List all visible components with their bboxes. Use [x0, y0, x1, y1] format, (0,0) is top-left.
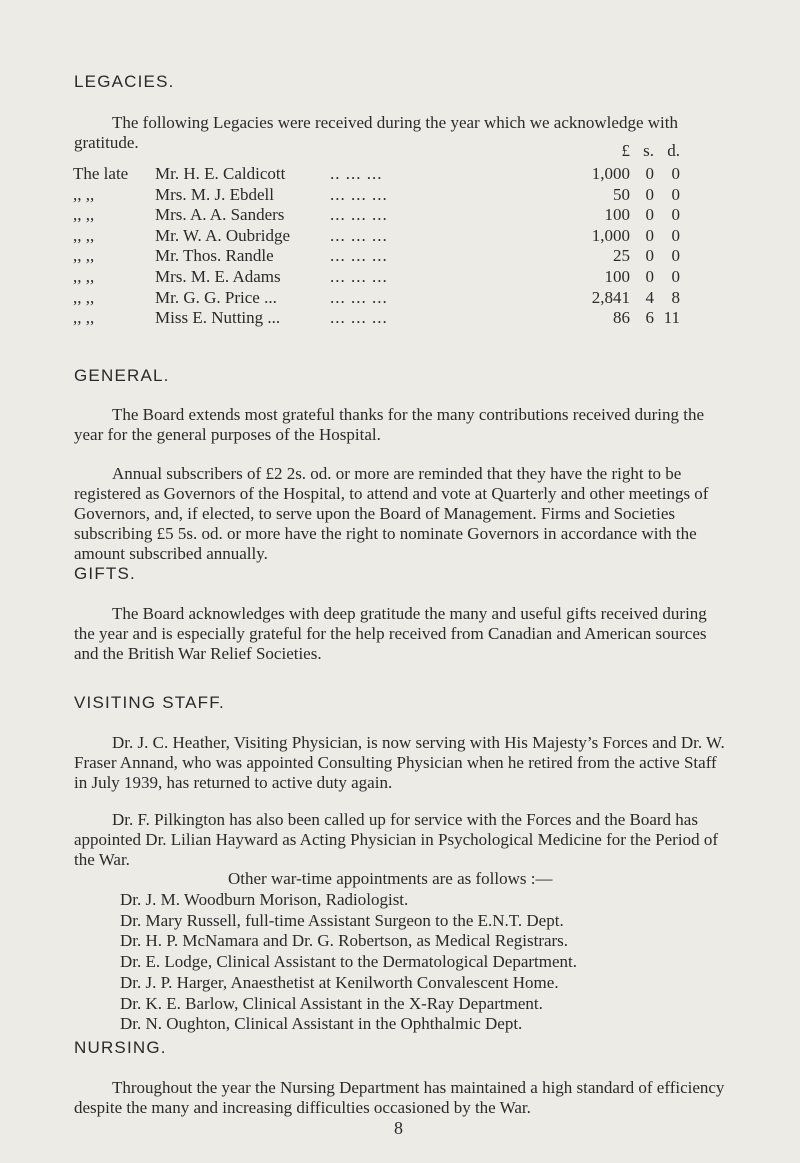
legacy-pence: 8	[671, 288, 680, 307]
page-number: 8	[394, 1118, 403, 1138]
legacy-pounds: 25	[613, 246, 630, 265]
legacy-pence: 0	[671, 246, 680, 265]
col-pounds-header: £	[621, 141, 630, 160]
general-heading: GENERAL.	[74, 366, 170, 385]
legacy-shillings: 0	[645, 185, 654, 204]
legacy-leader-dots: ... ... ...	[330, 246, 388, 265]
legacy-name: Mrs. A. A. Sanders	[155, 205, 285, 224]
legacies-heading: LEGACIES.	[74, 72, 175, 91]
appointment-item: Dr. E. Lodge, Clinical Assistant to the Dermatological Department.	[120, 952, 578, 971]
col-shillings-header: s.	[643, 141, 654, 160]
legacy-prefix: ,, ,,	[73, 246, 95, 265]
visiting-staff-paragraph-2: Dr. F. Pilkington has also been called up for service with the Forces and the Board has appointed Dr. Lilian Hayward as Acting Physician in Psychological Medicine for the Period of the War.	[74, 810, 718, 869]
appointment-item: Dr. Mary Russell, full-time Assistant Surgeon to the E.N.T. Dept.	[120, 911, 564, 930]
legacy-leader-dots: ... ... ...	[330, 185, 388, 204]
legacy-pence: 0	[671, 164, 680, 183]
nursing-heading: NURSING.	[74, 1038, 167, 1057]
other-appointments-intro: Other war-time appointments are as follows :—	[228, 869, 553, 888]
legacy-prefix: ,, ,,	[73, 267, 95, 286]
visiting-staff-paragraph-1: Dr. J. C. Heather, Visiting Physician, is now serving with His Majesty’s Forces and Dr. W. Fraser Annand, who was appointed Consulting Physician when he retired from the active Staff in July 1939, has returned to active duty again.	[74, 733, 725, 792]
legacy-pence: 0	[671, 226, 680, 245]
legacy-name: Miss E. Nutting ...	[155, 308, 281, 327]
appointment-item: Dr. H. P. McNamara and Dr. G. Robertson, as Medical Registrars.	[120, 931, 569, 950]
legacy-name: Mr. G. G. Price ...	[155, 288, 277, 307]
legacy-prefix: The late	[73, 164, 129, 183]
legacy-name: Mr. Thos. Randle	[155, 246, 274, 265]
legacy-shillings: 0	[645, 226, 654, 245]
legacy-shillings: 0	[645, 205, 654, 224]
legacy-leader-dots: ... ... ...	[330, 288, 388, 307]
appointment-item: Dr. J. P. Harger, Anaesthetist at Kenilworth Convalescent Home.	[120, 973, 559, 992]
legacy-prefix: ,, ,,	[73, 226, 95, 245]
appointment-item: Dr. N. Oughton, Clinical Assistant in the Ophthalmic Dept.	[120, 1014, 523, 1033]
legacy-name: Mr. H. E. Caldicott	[155, 164, 286, 183]
legacy-pence: 0	[671, 205, 680, 224]
legacy-pounds: 86	[613, 308, 630, 327]
legacy-shillings: 6	[645, 308, 654, 327]
legacy-leader-dots: ... ... ...	[330, 308, 388, 327]
legacy-shillings: 4	[645, 288, 654, 307]
col-pence-header: d.	[667, 141, 680, 160]
legacy-pounds: 100	[604, 267, 630, 286]
legacy-leader-dots: ... ... ...	[330, 226, 388, 245]
legacy-name: Mrs. M. J. Ebdell	[155, 185, 274, 204]
legacy-name: Mr. W. A. Oubridge	[155, 226, 291, 245]
legacy-pounds: 1,000	[591, 164, 630, 183]
legacy-pounds: 2,841	[591, 288, 630, 307]
nursing-paragraph: Throughout the year the Nursing Department has maintained a high standard of efficiency despite the many and increasing difficulties occasioned by the War.	[74, 1078, 725, 1117]
appointment-item: Dr. K. E. Barlow, Clinical Assistant in the X-Ray Department.	[120, 994, 543, 1013]
legacy-leader-dots: .. ... ...	[330, 164, 383, 183]
general-paragraph-2: Annual subscribers of £2 2s. od. or more are reminded that they have the right to be registered as Governors of the Hospital, to attend and vote at Quarterly and other meetings of Governors, and, if elected, to serve upon the Board of Management. Firms and Societies subscribing £5 5s. od. or more have the right to nominate Governors in accordance with the amount subscribed annually.	[74, 464, 709, 563]
visiting-staff-heading: VISITING STAFF.	[74, 693, 225, 712]
legacy-shillings: 0	[645, 164, 654, 183]
legacy-prefix: ,, ,,	[73, 205, 95, 224]
legacy-leader-dots: ... ... ...	[330, 205, 388, 224]
legacy-pounds: 50	[613, 185, 630, 204]
legacy-pence: 0	[671, 185, 680, 204]
legacy-pence: 0	[671, 267, 680, 286]
legacy-pence: 11	[663, 308, 680, 327]
appointment-item: Dr. J. M. Woodburn Morison, Radiologist.	[120, 890, 409, 909]
legacy-name: Mrs. M. E. Adams	[155, 267, 281, 286]
legacy-pounds: 1,000	[591, 226, 630, 245]
legacy-prefix: ,, ,,	[73, 288, 95, 307]
legacy-prefix: ,, ,,	[73, 308, 95, 327]
general-paragraph-1: The Board extends most grateful thanks for the many contributions received during the year for the general purposes of the Hospital.	[74, 405, 705, 444]
gifts-paragraph: The Board acknowledges with deep gratitude the many and useful gifts received during the year and is especially grateful for the help received from Canadian and American sources and the British War Relief Societies.	[74, 604, 707, 663]
legacy-shillings: 0	[645, 246, 654, 265]
legacy-shillings: 0	[645, 267, 654, 286]
gifts-heading: GIFTS.	[74, 564, 136, 583]
legacy-leader-dots: ... ... ...	[330, 267, 388, 286]
legacy-prefix: ,, ,,	[73, 185, 95, 204]
legacies-intro: The following Legacies were received during the year which we acknowledge with gratitude.	[74, 113, 678, 152]
legacy-pounds: 100	[604, 205, 630, 224]
